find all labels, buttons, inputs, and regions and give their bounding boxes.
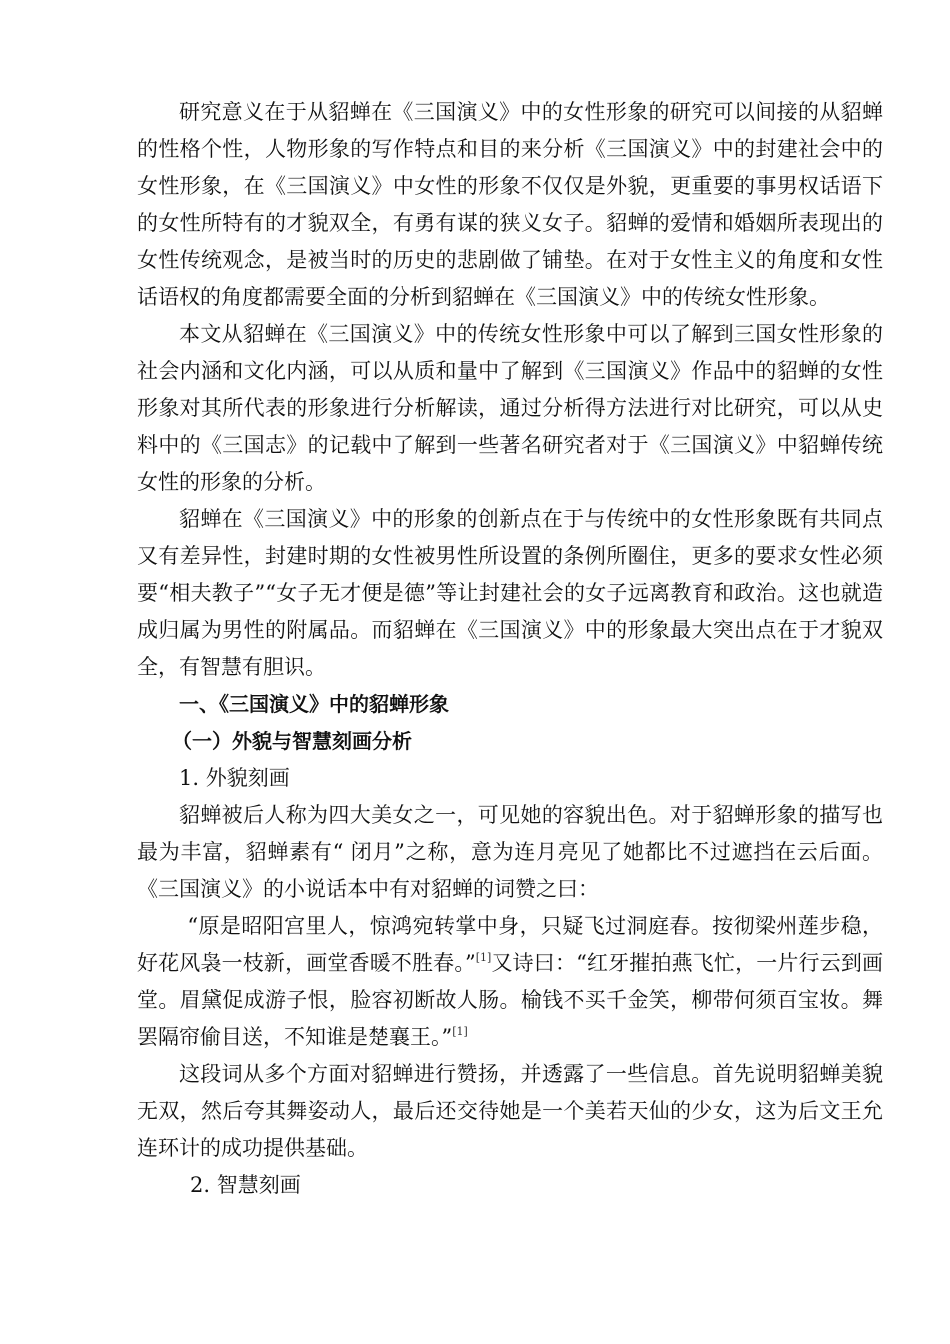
paragraph-appearance: 貂蝉被后人称为四大美女之一，可见她的容貌出色。对于貂蝉形象的描写也最为丰富，貂蝉素有“ 闭月”之称，意为连月亮见了她都比不过遮挡在云后面。《三国演义》的小说话本中有对貂蝉的词赞之曰： bbox=[137, 803, 883, 901]
poem-quotation bbox=[137, 908, 883, 1056]
item-heading-wisdom: 2. 智慧刻画 bbox=[190, 1173, 301, 1197]
poem-quote-part-1: “原是昭阳宫里人，惊鸿宛转掌中身，只疑飞过洞庭春。按彻梁州莲步稳，好花风袅一枝新，画堂香暖不胜春。” bbox=[137, 914, 883, 975]
item-heading-appearance: 1. 外貌刻画 bbox=[179, 766, 290, 790]
citation-ref-1: [1] bbox=[475, 951, 492, 965]
paragraph-article-scope: 本文从貂蝉在《三国演义》中的传统女性形象中可以了解到三国女性形象的社会内涵和文化内涵，可以从质和量中了解到《三国演义》作品中的貂蝉的女性形象对其所代表的形象进行分析解读，通过分析得方法进行对比研究，可以从史料中的《三国志》的记载中了解到一些著名研究者对于《三国演义》中貂蝉传统女性的形象的分析。 bbox=[137, 322, 883, 494]
paragraph-praise-analysis: 这段词从多个方面对貂蝉进行赞扬，并透露了一些信息。首先说明貂蝉美貌无双，然后夸其舞姿动人，最后还交待她是一个美若天仙的少女，这为后文王允连环计的成功提供基础。 bbox=[137, 1062, 883, 1160]
paragraph-research-significance: 研究意义在于从貂蝉在《三国演义》中的女性形象的研究可以间接的从貂蝉的性格个性，人物形象的写作特点和目的来分析《三国演义》中的封建社会中的女性形象，在《三国演义》中女性的形象不仅仅是外貌，更重要的事男权话语下的女性所特有的才貌双全，有勇有谋的狭义女子。貂蝉的爱情和婚姻所表现出的女性传统观念，是被当时的历史的悲剧做了铺垫。在对于女性主义的角度和女性话语权的角度都需要全面的分析到貂蝉在《三国演义》中的传统女性形象。 bbox=[137, 100, 883, 309]
section-heading-1: 一、《三国演义》中的貂蝉形象 bbox=[179, 692, 449, 716]
subsection-heading-1: （一）外貌与智慧刻画分析 bbox=[172, 729, 412, 753]
paragraph-innovation: 貂蝉在《三国演义》中的形象的创新点在于与传统中的女性形象既有共同点又有差异性，封建时期的女性被男性所设置的条例所圈住，更多的要求女性必须要“相夫教子”“女子无才便是德”等让封建社会的女子远离教育和政治。这也就造成归属为男性的附属品。而貂蝉在《三国演义》中的形象最大突出点在于才貌双全，有智慧有胆识。 bbox=[137, 507, 883, 679]
poem-quote-part-2: 又诗曰：“红牙摧拍燕飞忙，一片行云到画堂。眉黛促成游子恨，脸容初断故人肠。榆钱不买千金笑，柳带何须百宝妆。舞罢隔帘偷目送，不知谁是楚襄王。” bbox=[137, 951, 884, 1049]
citation-ref-2: [1] bbox=[452, 1025, 468, 1039]
body-text bbox=[137, 94, 883, 1204]
